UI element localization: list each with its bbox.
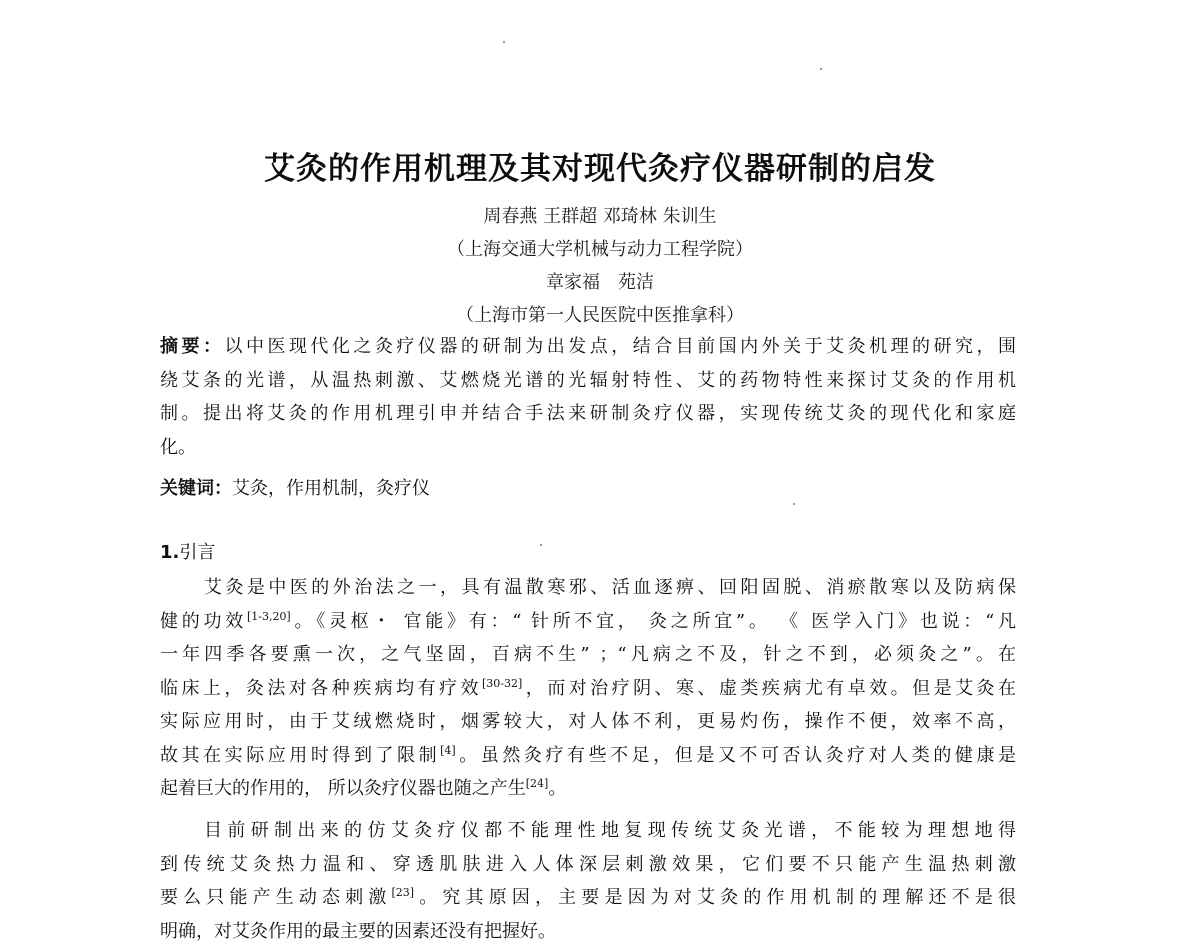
abstract-line: 制。提出将艾灸的作用机理引申并结合手法来研制灸疗仪器，实现传统艾灸的现代化和家庭 — [160, 403, 1016, 424]
text-run: 临床上，灸法对各种疾病均有疗效 — [160, 677, 482, 699]
scan-speck — [820, 68, 822, 70]
text-run: 。虽然灸疗有些不足，但是又不可否认灸疗对人类的健康是 — [455, 744, 1017, 766]
paragraph-line: 一年四季各要熏一次，之气坚固，百病不生” ；“凡病之不及，针之不到，必须灸之”。在 — [160, 644, 1016, 665]
paper-title: 艾灸的作用机理及其对现代灸疗仪器研制的启发 — [264, 151, 936, 187]
keywords-label: 关键词： — [160, 478, 232, 499]
text-run: ，而对治疗阴、寒、虚类疾病尤有卓效。但是艾灸在 — [522, 677, 1017, 699]
abstract-line — [160, 330, 1016, 364]
text-run: 。究其原因，主要是因为对艾灸的作用机制的理解还不是很 — [414, 887, 1017, 908]
paragraph-line: 目前研制出来的仿艾灸疗仪都不能理性地复现传统艾灸光谱，不能较为理想地得 — [204, 820, 1016, 841]
citation: [1-3,20] — [246, 609, 291, 623]
abstract-label: 摘要： — [160, 336, 225, 357]
abstract-line: 绕艾条的光谱，从温热刺激、艾燃烧光谱的光辐射特性、艾的药物特性来探讨艾灸的作用机 — [160, 369, 1016, 391]
paragraph-line — [160, 739, 1016, 773]
citation: [24] — [525, 777, 549, 790]
section-title: 引言 — [179, 542, 216, 563]
text-run: 健的功效 — [160, 610, 247, 632]
abstract — [160, 330, 1016, 464]
text-run: 。 — [548, 778, 567, 799]
paragraph-line: 到传统艾灸热力温和、穿透肌肤进入人体深层刺激效果，它们要不只能产生温热刺激 — [160, 853, 1016, 875]
abstract-text: 以中医现代化之灸疗仪器的研制为出发点，结合目前国内外关于艾灸机理的研究，围 — [224, 336, 1017, 357]
citation: [30-32] — [482, 676, 523, 690]
paragraph-1 — [160, 571, 1016, 806]
paragraph-line: 明确，对艾灸作用的最主要的因素还没有把握好。 — [160, 920, 556, 942]
keywords — [160, 472, 1016, 506]
keywords-line — [160, 472, 1016, 506]
text-run: 起着巨大的作用的， 所以灸疗仪器也随之产生 — [160, 778, 526, 799]
text-run: 要么只能产生动态刺激 — [160, 887, 392, 908]
scan-speck — [540, 544, 542, 546]
scan-speck — [503, 41, 505, 43]
abstract-line: 化。 — [160, 436, 196, 458]
paragraph-line — [160, 881, 1016, 915]
authors-line-1: 周春燕 王群超 邓琦林 朱训生 — [483, 206, 717, 227]
section-number: 1. — [160, 542, 180, 563]
paragraph-line — [160, 605, 1016, 639]
keywords-text: 艾灸，作用机制，灸疗仪 — [232, 478, 430, 499]
text-run: 故其在实际应用时得到了限制 — [160, 744, 441, 766]
affiliation-line-2: （上海市第一人民医院中医推拿科） — [456, 305, 744, 326]
paragraph-line: 艾灸是中医的外治法之一，具有温散寒邪、活血逐痹、回阳固脱、消瘀散寒以及防病保 — [204, 577, 1016, 598]
citation: [4] — [440, 743, 456, 757]
paragraph-line: 实际应用时，由于艾绒燃烧时，烟雾较大，对人体不利，更易灼伤，操作不便，效率不高， — [160, 711, 1016, 732]
authors-line-2: 章家福 苑洁 — [546, 272, 654, 293]
paragraph-line — [160, 772, 1016, 806]
citation: [23] — [391, 886, 415, 899]
section-heading — [160, 538, 215, 564]
paragraph-line — [160, 672, 1016, 706]
affiliation-line-1: （上海交通大学机械与动力工程学院） — [447, 239, 753, 260]
paragraph-2 — [160, 814, 1016, 948]
text-run: 。《灵枢・ 官能》有：“ 针所不宜， 灸之所宜”。 《 医学入门》也说：“凡 — [290, 610, 1017, 632]
